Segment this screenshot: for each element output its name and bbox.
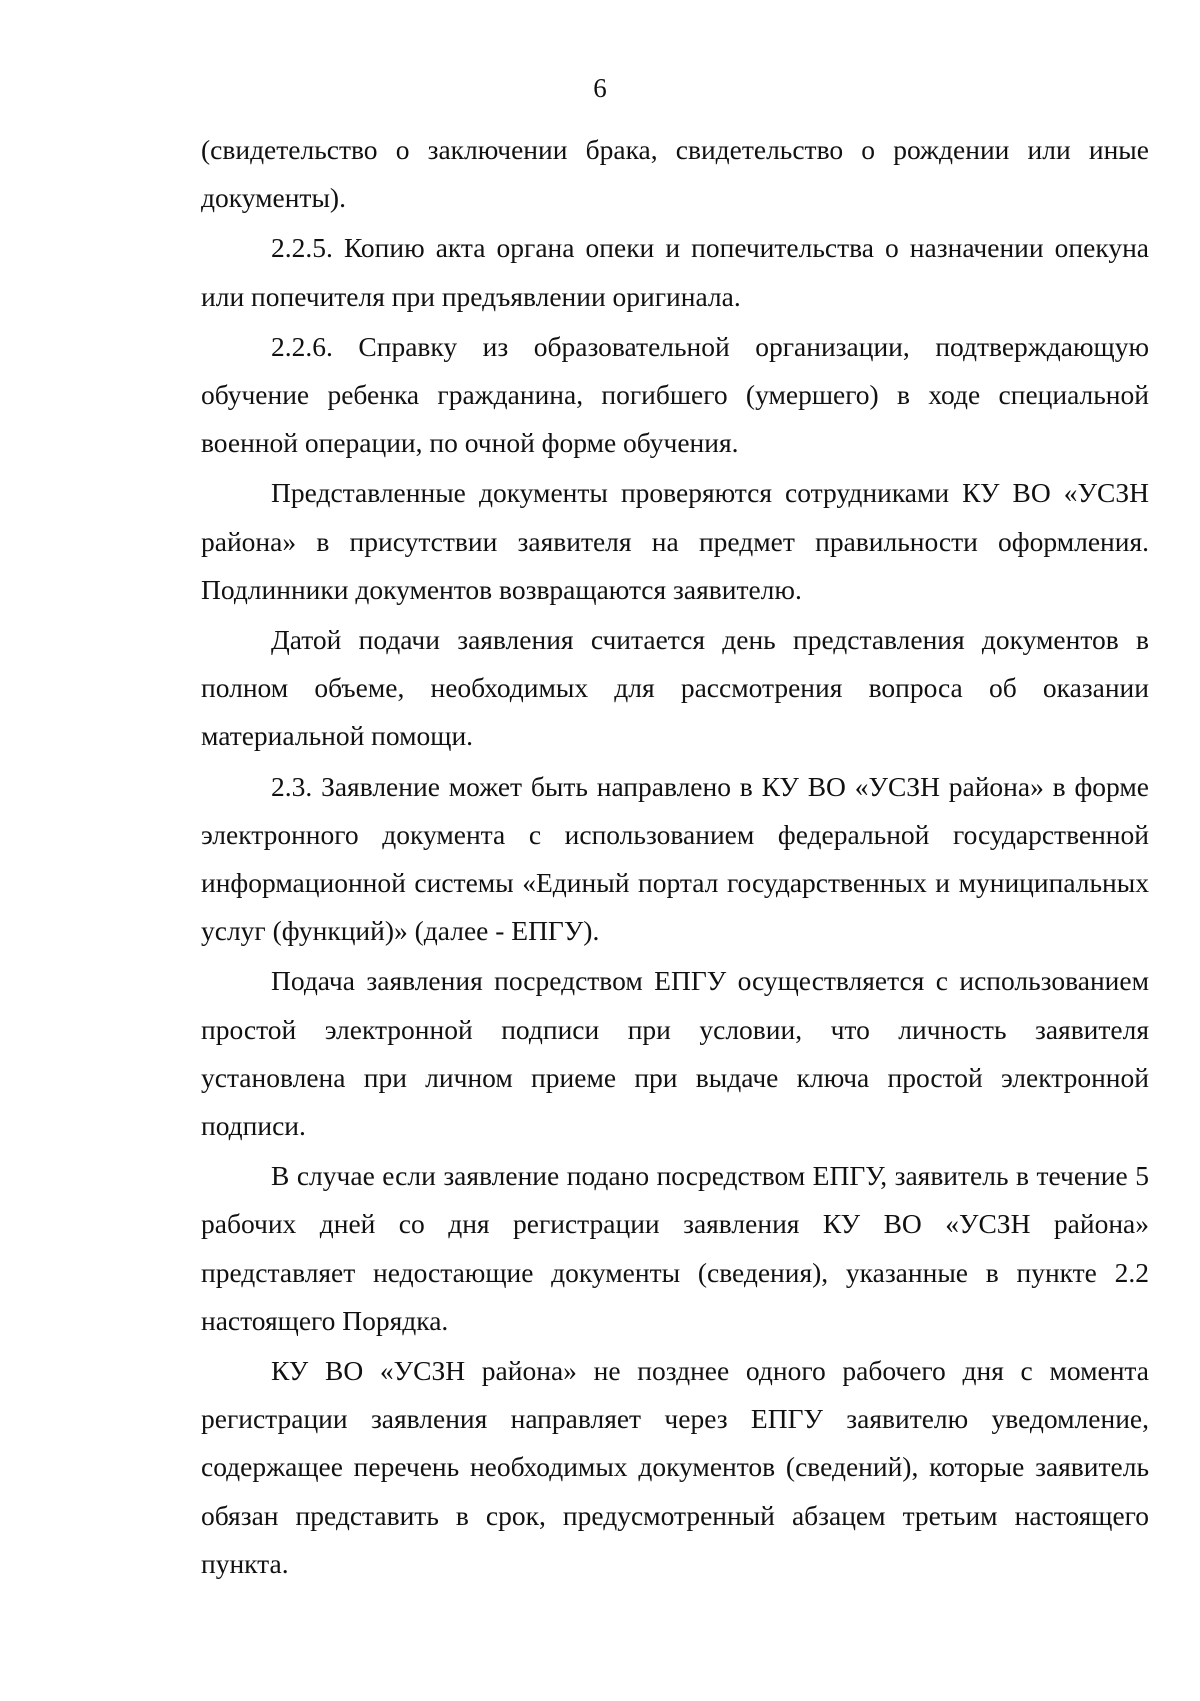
paragraph-2-2-6: 2.2.6. Справку из образовательной организации, подтверждающую обучение ребенка гражданина, погибшего (умершего) в ходе специальной военной операции, по очной форме обучения. bbox=[201, 330, 1149, 459]
document-body bbox=[201, 126, 1149, 1590]
paragraph-notification: КУ ВО «УСЗН района» не позднее одного рабочего дня с момента регистрации заявления направляет через ЕПГУ заявителю уведомление, содержащее перечень необходимых документов (сведений), которые заявитель обязан представить в срок, предусмотренный абзацем третьим настоящего пункта. bbox=[201, 1355, 1149, 1579]
paragraph-2-3: 2.3. Заявление может быть направлено в КУ ВО «УСЗН района» в форме электронного документа с использованием федеральной государственной информационной системы «Единый портал государственных и муниципальных услуг (функций)» (далее - ЕПГУ). bbox=[201, 770, 1149, 947]
paragraph-missing-documents: В случае если заявление подано посредством ЕПГУ, заявитель в течение 5 рабочих дней со дня регистрации заявления КУ ВО «УСЗН района» представляет недостающие документы (сведения), указанные в пункте 2.2 настоящего Порядка. bbox=[201, 1160, 1149, 1336]
paragraph-continuation: (свидетельство о заключении брака, свидетельство о рождении или иные документы). bbox=[201, 134, 1149, 214]
paragraph-2-2-5: 2.2.5. Копию акта органа опеки и попечительства о назначении опекуна или попечителя при предъявлении оригинала. bbox=[201, 232, 1149, 312]
paragraph-submission-date: Датой подачи заявления считается день представления документов в полном объеме, необходимых для рассмотрения вопроса об оказании материальной помощи. bbox=[201, 624, 1149, 752]
page-number: 6 bbox=[593, 73, 607, 103]
paragraph-document-check: Представленные документы проверяются сотрудниками КУ ВО «УСЗН района» в присутствии заявителя на предмет правильности оформления. Подлинники документов возвращаются заявителю. bbox=[201, 477, 1149, 605]
paragraph-epgu-signature: Подача заявления посредством ЕПГУ осуществляется с использованием простой электронной подписи при условии, что личность заявителя установлена при личном приеме при выдаче ключа простой электронной подписи. bbox=[201, 965, 1149, 1142]
